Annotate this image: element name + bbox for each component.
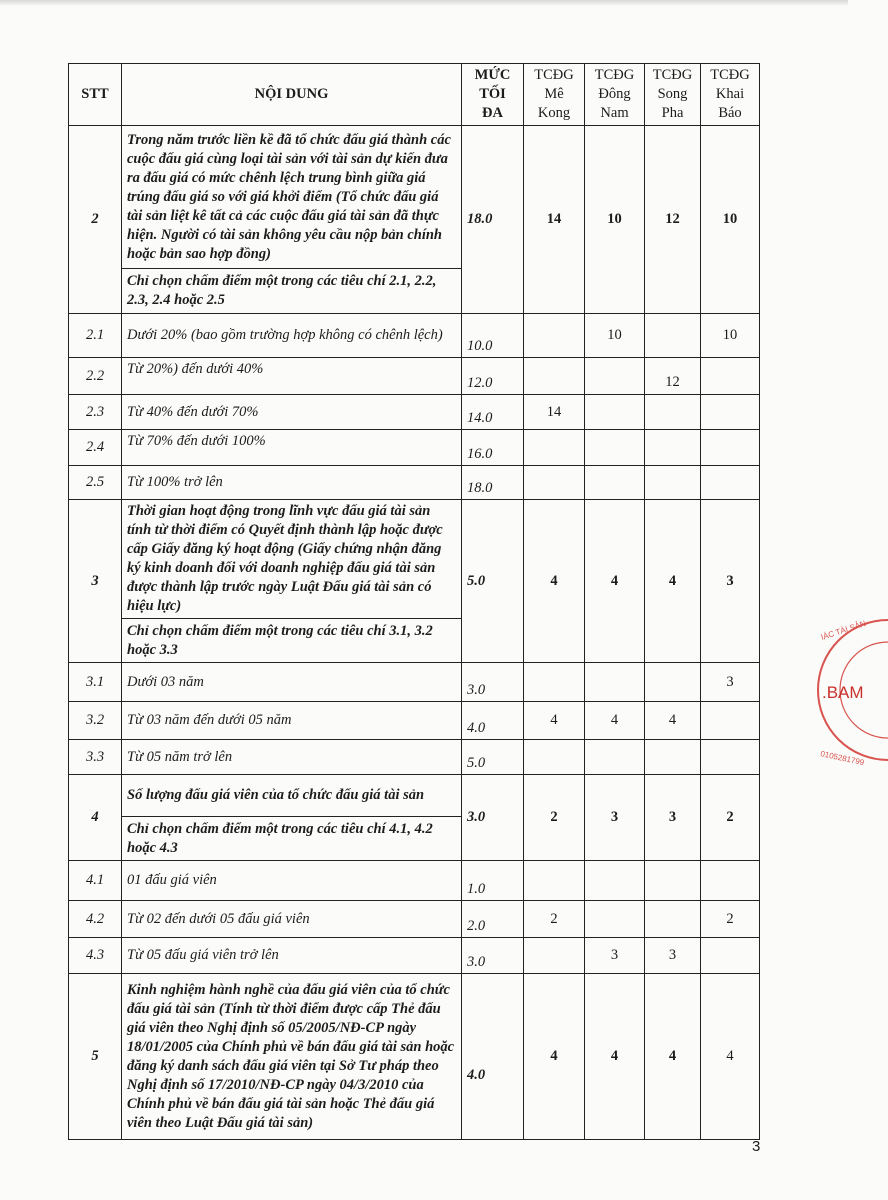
row-4-3-score-songpha: 3 bbox=[645, 938, 701, 974]
row-4-3-score-mekong bbox=[524, 938, 585, 974]
row-3-max: 5.0 bbox=[462, 500, 524, 663]
row-4-score-khaibao: 2 bbox=[701, 775, 760, 861]
row-2-2-score-khaibao bbox=[701, 358, 760, 395]
row-2-4-score-songpha bbox=[645, 430, 701, 466]
header-org-songpha: TCĐG Song Pha bbox=[645, 64, 701, 126]
row-2-4-content: Từ 70% đến dưới 100% bbox=[122, 430, 462, 466]
row-2-5-content: Từ 100% trở lên bbox=[122, 466, 462, 500]
row-2-4-max: 16.0 bbox=[462, 430, 524, 466]
row-4-3-score-khaibao bbox=[701, 938, 760, 974]
header-stt: STT bbox=[69, 64, 122, 126]
row-4-content: Số lượng đấu giá viên của tổ chức đấu giá tài sản bbox=[122, 775, 462, 817]
row-3-score-mekong: 4 bbox=[524, 500, 585, 663]
row-4-2-score-songpha bbox=[645, 901, 701, 938]
row-3 bbox=[69, 500, 760, 619]
row-3-2-score-songpha: 4 bbox=[645, 702, 701, 740]
row-3-1-stt: 3.1 bbox=[69, 663, 122, 702]
row-4-2-score-khaibao: 2 bbox=[701, 901, 760, 938]
row-2-score-songpha: 12 bbox=[645, 126, 701, 314]
row-2-2-max: 12.0 bbox=[462, 358, 524, 395]
row-2-2-score-dongnam bbox=[585, 358, 645, 395]
header-org-mekong: TCĐG Mê Kong bbox=[524, 64, 585, 126]
row-3-stt: 3 bbox=[69, 500, 122, 663]
row-3-1-score-songpha bbox=[645, 663, 701, 702]
row-3-1-content: Dưới 03 năm bbox=[122, 663, 462, 702]
row-3-3-score-mekong bbox=[524, 740, 585, 775]
row-2-5-stt: 2.5 bbox=[69, 466, 122, 500]
row-4 bbox=[69, 775, 760, 817]
row-4-3-stt: 4.3 bbox=[69, 938, 122, 974]
row-5-score-khaibao: 4 bbox=[701, 974, 760, 1140]
row-4-1-score-khaibao bbox=[701, 861, 760, 901]
row-3-1 bbox=[69, 663, 760, 702]
row-3-note-text: Chỉ chọn chấm điểm một trong các tiêu chí 3.1, 3.2 hoặc 3.3 bbox=[122, 619, 462, 663]
row-5-stt: 5 bbox=[69, 974, 122, 1140]
row-4-2 bbox=[69, 901, 760, 938]
seal-center-text: .BAM bbox=[822, 683, 864, 702]
row-3-2-score-mekong: 4 bbox=[524, 702, 585, 740]
row-2-2-score-mekong bbox=[524, 358, 585, 395]
header-row bbox=[69, 64, 760, 126]
row-4-stt: 4 bbox=[69, 775, 122, 861]
row-3-2-score-khaibao bbox=[701, 702, 760, 740]
header-org-dongnam: TCĐG Đông Nam bbox=[585, 64, 645, 126]
row-3-3-content: Từ 05 năm trở lên bbox=[122, 740, 462, 775]
row-4-1-max: 1.0 bbox=[462, 861, 524, 901]
row-3-score-songpha: 4 bbox=[645, 500, 701, 663]
row-2-1-score-dongnam: 10 bbox=[585, 314, 645, 358]
row-2-4-score-dongnam bbox=[585, 430, 645, 466]
row-4-1-score-songpha bbox=[645, 861, 701, 901]
row-2-1-score-mekong bbox=[524, 314, 585, 358]
scoring-table bbox=[68, 63, 760, 1140]
row-2-5-score-songpha bbox=[645, 466, 701, 500]
row-4-score-songpha: 3 bbox=[645, 775, 701, 861]
row-3-3 bbox=[69, 740, 760, 775]
row-2-3-stt: 2.3 bbox=[69, 395, 122, 430]
row-4-2-content: Từ 02 đến dưới 05 đấu giá viên bbox=[122, 901, 462, 938]
row-3-3-max: 5.0 bbox=[462, 740, 524, 775]
row-4-2-max: 2.0 bbox=[462, 901, 524, 938]
row-4-note-text: Chỉ chọn chấm điểm một trong các tiêu chí 4.1, 4.2 hoặc 4.3 bbox=[122, 817, 462, 861]
row-4-3 bbox=[69, 938, 760, 974]
row-2-score-dongnam: 10 bbox=[585, 126, 645, 314]
row-3-3-stt: 3.3 bbox=[69, 740, 122, 775]
row-2-3 bbox=[69, 395, 760, 430]
row-2-2-content: Từ 20%) đến dưới 40% bbox=[122, 358, 462, 395]
row-2-note-text: Chỉ chọn chấm điểm một trong các tiêu chí 2.1, 2.2, 2.3, 2.4 hoặc 2.5 bbox=[122, 269, 462, 314]
row-2-4-score-mekong bbox=[524, 430, 585, 466]
header-max-score: MỨC TỐI ĐA bbox=[462, 64, 524, 126]
row-4-max: 3.0 bbox=[462, 775, 524, 861]
row-3-2-stt: 3.2 bbox=[69, 702, 122, 740]
row-2-3-content: Từ 40% đến dưới 70% bbox=[122, 395, 462, 430]
seal-bottom-text: 0105281799 bbox=[819, 749, 865, 768]
row-2-5-score-mekong bbox=[524, 466, 585, 500]
row-4-3-max: 3.0 bbox=[462, 938, 524, 974]
row-3-2-score-dongnam: 4 bbox=[585, 702, 645, 740]
row-4-1-stt: 4.1 bbox=[69, 861, 122, 901]
page-number: 3 bbox=[752, 1138, 761, 1155]
row-2-4-stt: 2.4 bbox=[69, 430, 122, 466]
row-2-score-mekong: 14 bbox=[524, 126, 585, 314]
row-2-2-stt: 2.2 bbox=[69, 358, 122, 395]
row-2-1-content: Dưới 20% (bao gồm trường hợp không có chênh lệch) bbox=[122, 314, 462, 358]
row-2-stt: 2 bbox=[69, 126, 122, 314]
row-3-1-score-mekong bbox=[524, 663, 585, 702]
row-4-score-dongnam: 3 bbox=[585, 775, 645, 861]
row-5 bbox=[69, 974, 760, 1140]
row-2-3-max: 14.0 bbox=[462, 395, 524, 430]
row-2-4 bbox=[69, 430, 760, 466]
row-2-2 bbox=[69, 358, 760, 395]
row-3-2-content: Từ 03 năm đến dưới 05 năm bbox=[122, 702, 462, 740]
row-5-max: 4.0 bbox=[462, 974, 524, 1140]
row-4-1-score-dongnam bbox=[585, 861, 645, 901]
header-content: NỘI DUNG bbox=[122, 64, 462, 126]
header-org-khaibao: TCĐG Khai Báo bbox=[701, 64, 760, 126]
row-3-1-max: 3.0 bbox=[462, 663, 524, 702]
row-5-score-dongnam: 4 bbox=[585, 974, 645, 1140]
row-3-content: Thời gian hoạt động trong lĩnh vực đấu giá tài sản tính từ thời điểm có Quyết định thành lập hoặc được cấp Giấy đăng ký hoạt động (Giấy chứng nhận đăng ký kinh doanh đối với doanh nghiệp đấu giá tài sản được thành lập trước ngày Luật Đấu giá tài sản có hiệu lực) bbox=[122, 500, 462, 619]
row-3-2-max: 4.0 bbox=[462, 702, 524, 740]
row-3-3-score-songpha bbox=[645, 740, 701, 775]
company-seal bbox=[808, 610, 888, 770]
seal-top-text: IÁC TÀI SẢN bbox=[819, 618, 867, 642]
row-2 bbox=[69, 126, 760, 269]
row-2-5-score-dongnam bbox=[585, 466, 645, 500]
row-2-3-score-songpha bbox=[645, 395, 701, 430]
row-4-score-mekong: 2 bbox=[524, 775, 585, 861]
row-5-score-songpha: 4 bbox=[645, 974, 701, 1140]
row-5-score-mekong: 4 bbox=[524, 974, 585, 1140]
row-3-3-score-khaibao bbox=[701, 740, 760, 775]
row-5-content: Kinh nghiệm hành nghề của đấu giá viên của tổ chức đấu giá tài sản (Tính từ thời điểm được cấp Thẻ đấu giá viên theo Nghị định số 05/2005/NĐ-CP ngày 18/01/2005 của Chính phủ về bán đấu giá tài sản hoặc đăng ký danh sách đấu giá viên tại Sở Tư pháp theo Nghị định số 17/2010/NĐ-CP ngày 04/3/2010 của Chính phủ về bán đấu giá tài sản hoặc Thẻ đấu giá viên theo Luật Đấu giá tài sản) bbox=[122, 974, 462, 1140]
row-2-5 bbox=[69, 466, 760, 500]
row-3-score-khaibao: 3 bbox=[701, 500, 760, 663]
row-2-2-score-songpha: 12 bbox=[645, 358, 701, 395]
row-4-3-score-dongnam: 3 bbox=[585, 938, 645, 974]
row-4-2-score-dongnam bbox=[585, 901, 645, 938]
row-2-3-score-mekong: 14 bbox=[524, 395, 585, 430]
row-2-3-score-dongnam bbox=[585, 395, 645, 430]
row-2-5-max: 18.0 bbox=[462, 466, 524, 500]
row-3-score-dongnam: 4 bbox=[585, 500, 645, 663]
row-4-3-content: Từ 05 đấu giá viên trở lên bbox=[122, 938, 462, 974]
row-3-3-score-dongnam bbox=[585, 740, 645, 775]
row-2-5-score-khaibao bbox=[701, 466, 760, 500]
row-2-3-score-khaibao bbox=[701, 395, 760, 430]
row-2-1-stt: 2.1 bbox=[69, 314, 122, 358]
row-3-1-score-khaibao: 3 bbox=[701, 663, 760, 702]
row-4-2-stt: 4.2 bbox=[69, 901, 122, 938]
row-2-1-score-khaibao: 10 bbox=[701, 314, 760, 358]
row-4-1 bbox=[69, 861, 760, 901]
row-2-1-score-songpha bbox=[645, 314, 701, 358]
row-2-1-max: 10.0 bbox=[462, 314, 524, 358]
row-2-content: Trong năm trước liền kề đã tổ chức đấu giá thành các cuộc đấu giá cùng loại tài sản với tài sản dự kiến đưa ra đấu giá có mức chênh lệch trung bình giữa giá trúng đấu giá so với giá khởi điểm (Tổ chức đấu giá tài sản liệt kê tất cả các cuộc đấu giá tài sản đã thực hiện. Người có tài sản không yêu cầu nộp bản chính hoặc bản sao hợp đồng) bbox=[122, 126, 462, 269]
row-2-1 bbox=[69, 314, 760, 358]
row-2-max: 18.0 bbox=[462, 126, 524, 314]
row-2-4-score-khaibao bbox=[701, 430, 760, 466]
row-4-1-score-mekong bbox=[524, 861, 585, 901]
scan-top-edge bbox=[0, 0, 848, 6]
row-3-1-score-dongnam bbox=[585, 663, 645, 702]
row-4-1-content: 01 đấu giá viên bbox=[122, 861, 462, 901]
row-4-2-score-mekong: 2 bbox=[524, 901, 585, 938]
row-3-2 bbox=[69, 702, 760, 740]
row-2-score-khaibao: 10 bbox=[701, 126, 760, 314]
